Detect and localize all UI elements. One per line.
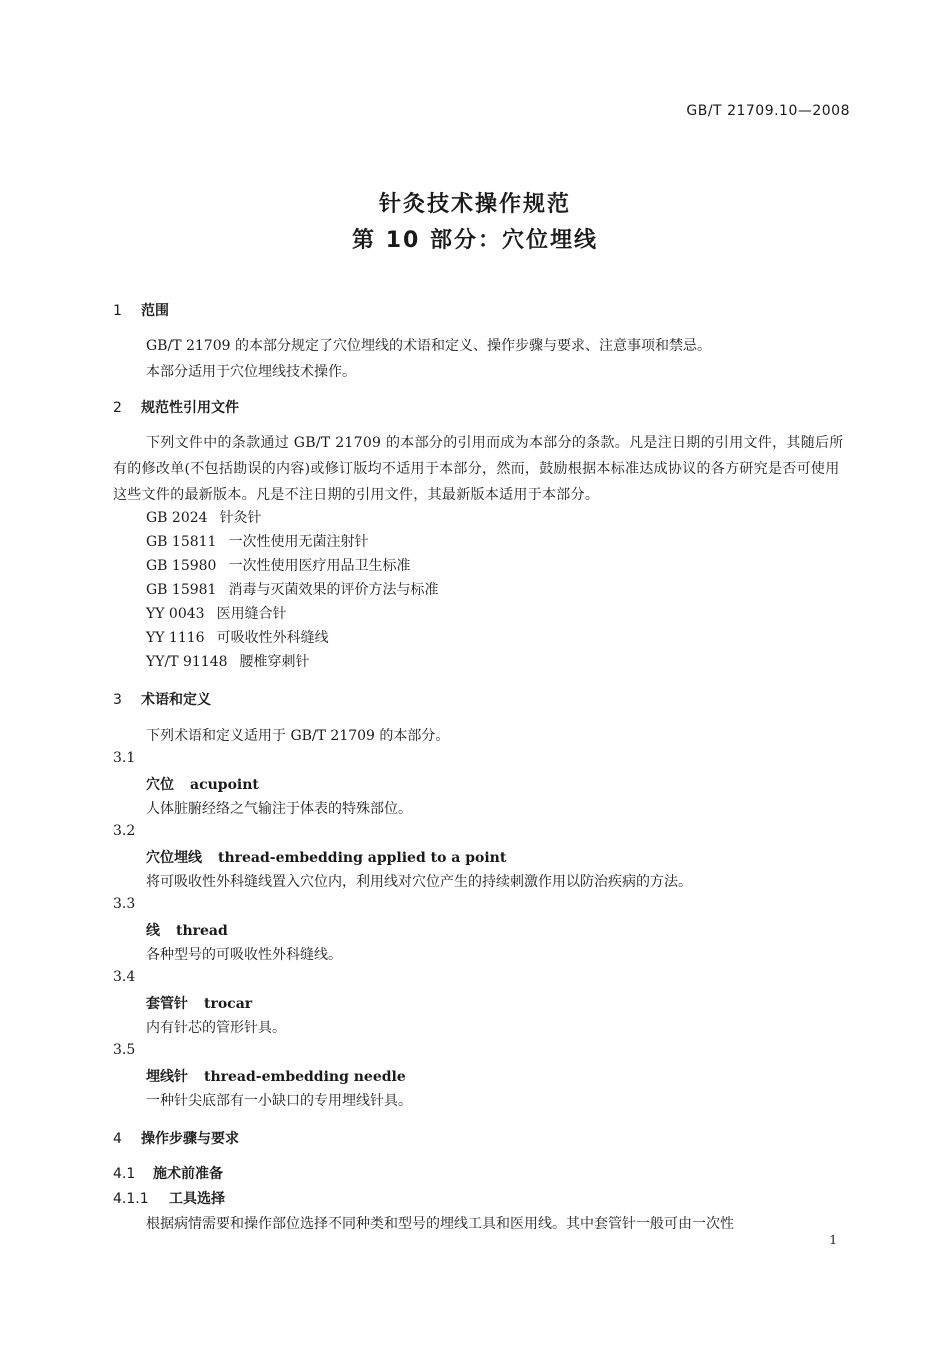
term-definition: 将可吸收性外科缝线置入穴位内，利用线对穴位产生的持续刺激作用以防治疾病的方法。 [146, 874, 692, 890]
subsection-title: 施术前准备 [153, 1166, 223, 1182]
reference-title: 一次性使用医疗用品卫生标准 [228, 558, 411, 574]
section-number: 3 [113, 692, 122, 708]
term-number: 3.3 [113, 896, 136, 912]
paragraph: 根据病情需要和操作部位选择不同种类和型号的埋线工具和医用线。其中套管针一般可由一次性 [146, 1216, 734, 1232]
section-title: 规范性引用文件 [141, 400, 239, 416]
reference-title: 针灸针 [219, 510, 262, 526]
reference-title: 一次性使用无菌注射针 [228, 534, 369, 550]
term-heading [146, 993, 252, 1013]
term-heading [146, 1066, 406, 1086]
term-number: 3.4 [113, 969, 136, 985]
reference-code: GB 15980 [146, 558, 217, 574]
section-heading-4 [113, 1128, 239, 1148]
paragraph: 下列文件中的条款通过 GB/T 21709 的本部分的引用而成为本部分的条款。凡是注日期的引用文件，其随后所有的修改单(不包括勘误的内容)或修订版均不适用于本部分，然而，鼓励根据本标准达成协议的各方研究是否可使用这些文件的最新版本。凡是不注日期的引用文件，其最新版本适用于本部分。 [113, 435, 844, 503]
section-number: 1 [113, 303, 122, 319]
term-zh: 穴位 [146, 777, 174, 793]
term-en: acupoint [190, 777, 259, 793]
subsection-heading [113, 1163, 223, 1183]
term-number: 3.5 [113, 1042, 136, 1058]
page-number: 1 [829, 1233, 837, 1247]
term-number: 3.2 [113, 823, 136, 839]
subsubsection-number: 4.1.1 [113, 1191, 149, 1207]
subsubsection-heading [113, 1188, 225, 1208]
section-title: 术语和定义 [141, 692, 211, 708]
reference-item [146, 579, 438, 599]
section-heading-2 [113, 397, 239, 417]
paragraph: 下列术语和定义适用于 GB/T 21709 的本部分。 [146, 728, 450, 744]
document-subtitle: 第 10 部分：穴位埋线 [352, 228, 598, 253]
reference-code: GB 2024 [146, 510, 208, 526]
term-zh: 埋线针 [146, 1069, 188, 1085]
reference-code: YY 0043 [146, 606, 205, 622]
term-en: thread [176, 923, 228, 939]
term-heading [146, 920, 228, 940]
term-definition: 一种针尖底部有一小缺口的专用埋线针具。 [146, 1093, 412, 1109]
reference-title: 医用缝合针 [216, 606, 287, 622]
reference-title: 可吸收性外科缝线 [216, 630, 329, 646]
section-title: 操作步骤与要求 [141, 1131, 239, 1147]
reference-code: GB 15981 [146, 582, 217, 598]
term-definition: 各种型号的可吸收性外科缝线。 [146, 947, 342, 963]
term-en: thread-embedding needle [204, 1069, 406, 1085]
section-number: 2 [113, 400, 122, 416]
reference-item [146, 531, 368, 551]
standard-number: GB/T 21709.10—2008 [686, 103, 850, 119]
term-heading [146, 774, 259, 794]
document-title: 针灸技术操作规范 [378, 192, 571, 217]
term-number: 3.1 [113, 750, 136, 766]
term-en: thread-embedding applied to a point [218, 850, 507, 866]
reference-item [146, 627, 329, 647]
term-zh: 线 [146, 923, 160, 939]
reference-code: YY/T 91148 [146, 654, 228, 670]
reference-item [146, 603, 287, 623]
reference-code: GB 15811 [146, 534, 217, 550]
paragraph: 本部分适用于穴位埋线技术操作。 [146, 364, 356, 380]
paragraph: GB/T 21709 的本部分规定了穴位埋线的术语和定义、操作步骤与要求、注意事项和禁忌。 [146, 338, 711, 354]
reference-title: 腰椎穿刺针 [239, 654, 310, 670]
section-number: 4 [113, 1131, 122, 1147]
subsection-number: 4.1 [113, 1166, 136, 1182]
reference-code: YY 1116 [146, 630, 205, 646]
section-title: 范围 [141, 303, 169, 319]
section-heading-3 [113, 689, 211, 709]
term-zh: 套管针 [146, 996, 188, 1012]
subsubsection-title: 工具选择 [169, 1191, 225, 1207]
term-definition: 内有针芯的管形针具。 [146, 1020, 286, 1036]
reference-item [146, 555, 410, 575]
term-heading [146, 847, 506, 867]
term-zh: 穴位埋线 [146, 850, 202, 866]
term-en: trocar [204, 996, 253, 1012]
reference-item [146, 651, 310, 671]
reference-item [146, 507, 262, 527]
term-definition: 人体脏腑经络之气输注于体表的特殊部位。 [146, 801, 412, 817]
reference-title: 消毒与灭菌效果的评价方法与标准 [228, 582, 439, 598]
section-heading-1 [113, 300, 169, 320]
